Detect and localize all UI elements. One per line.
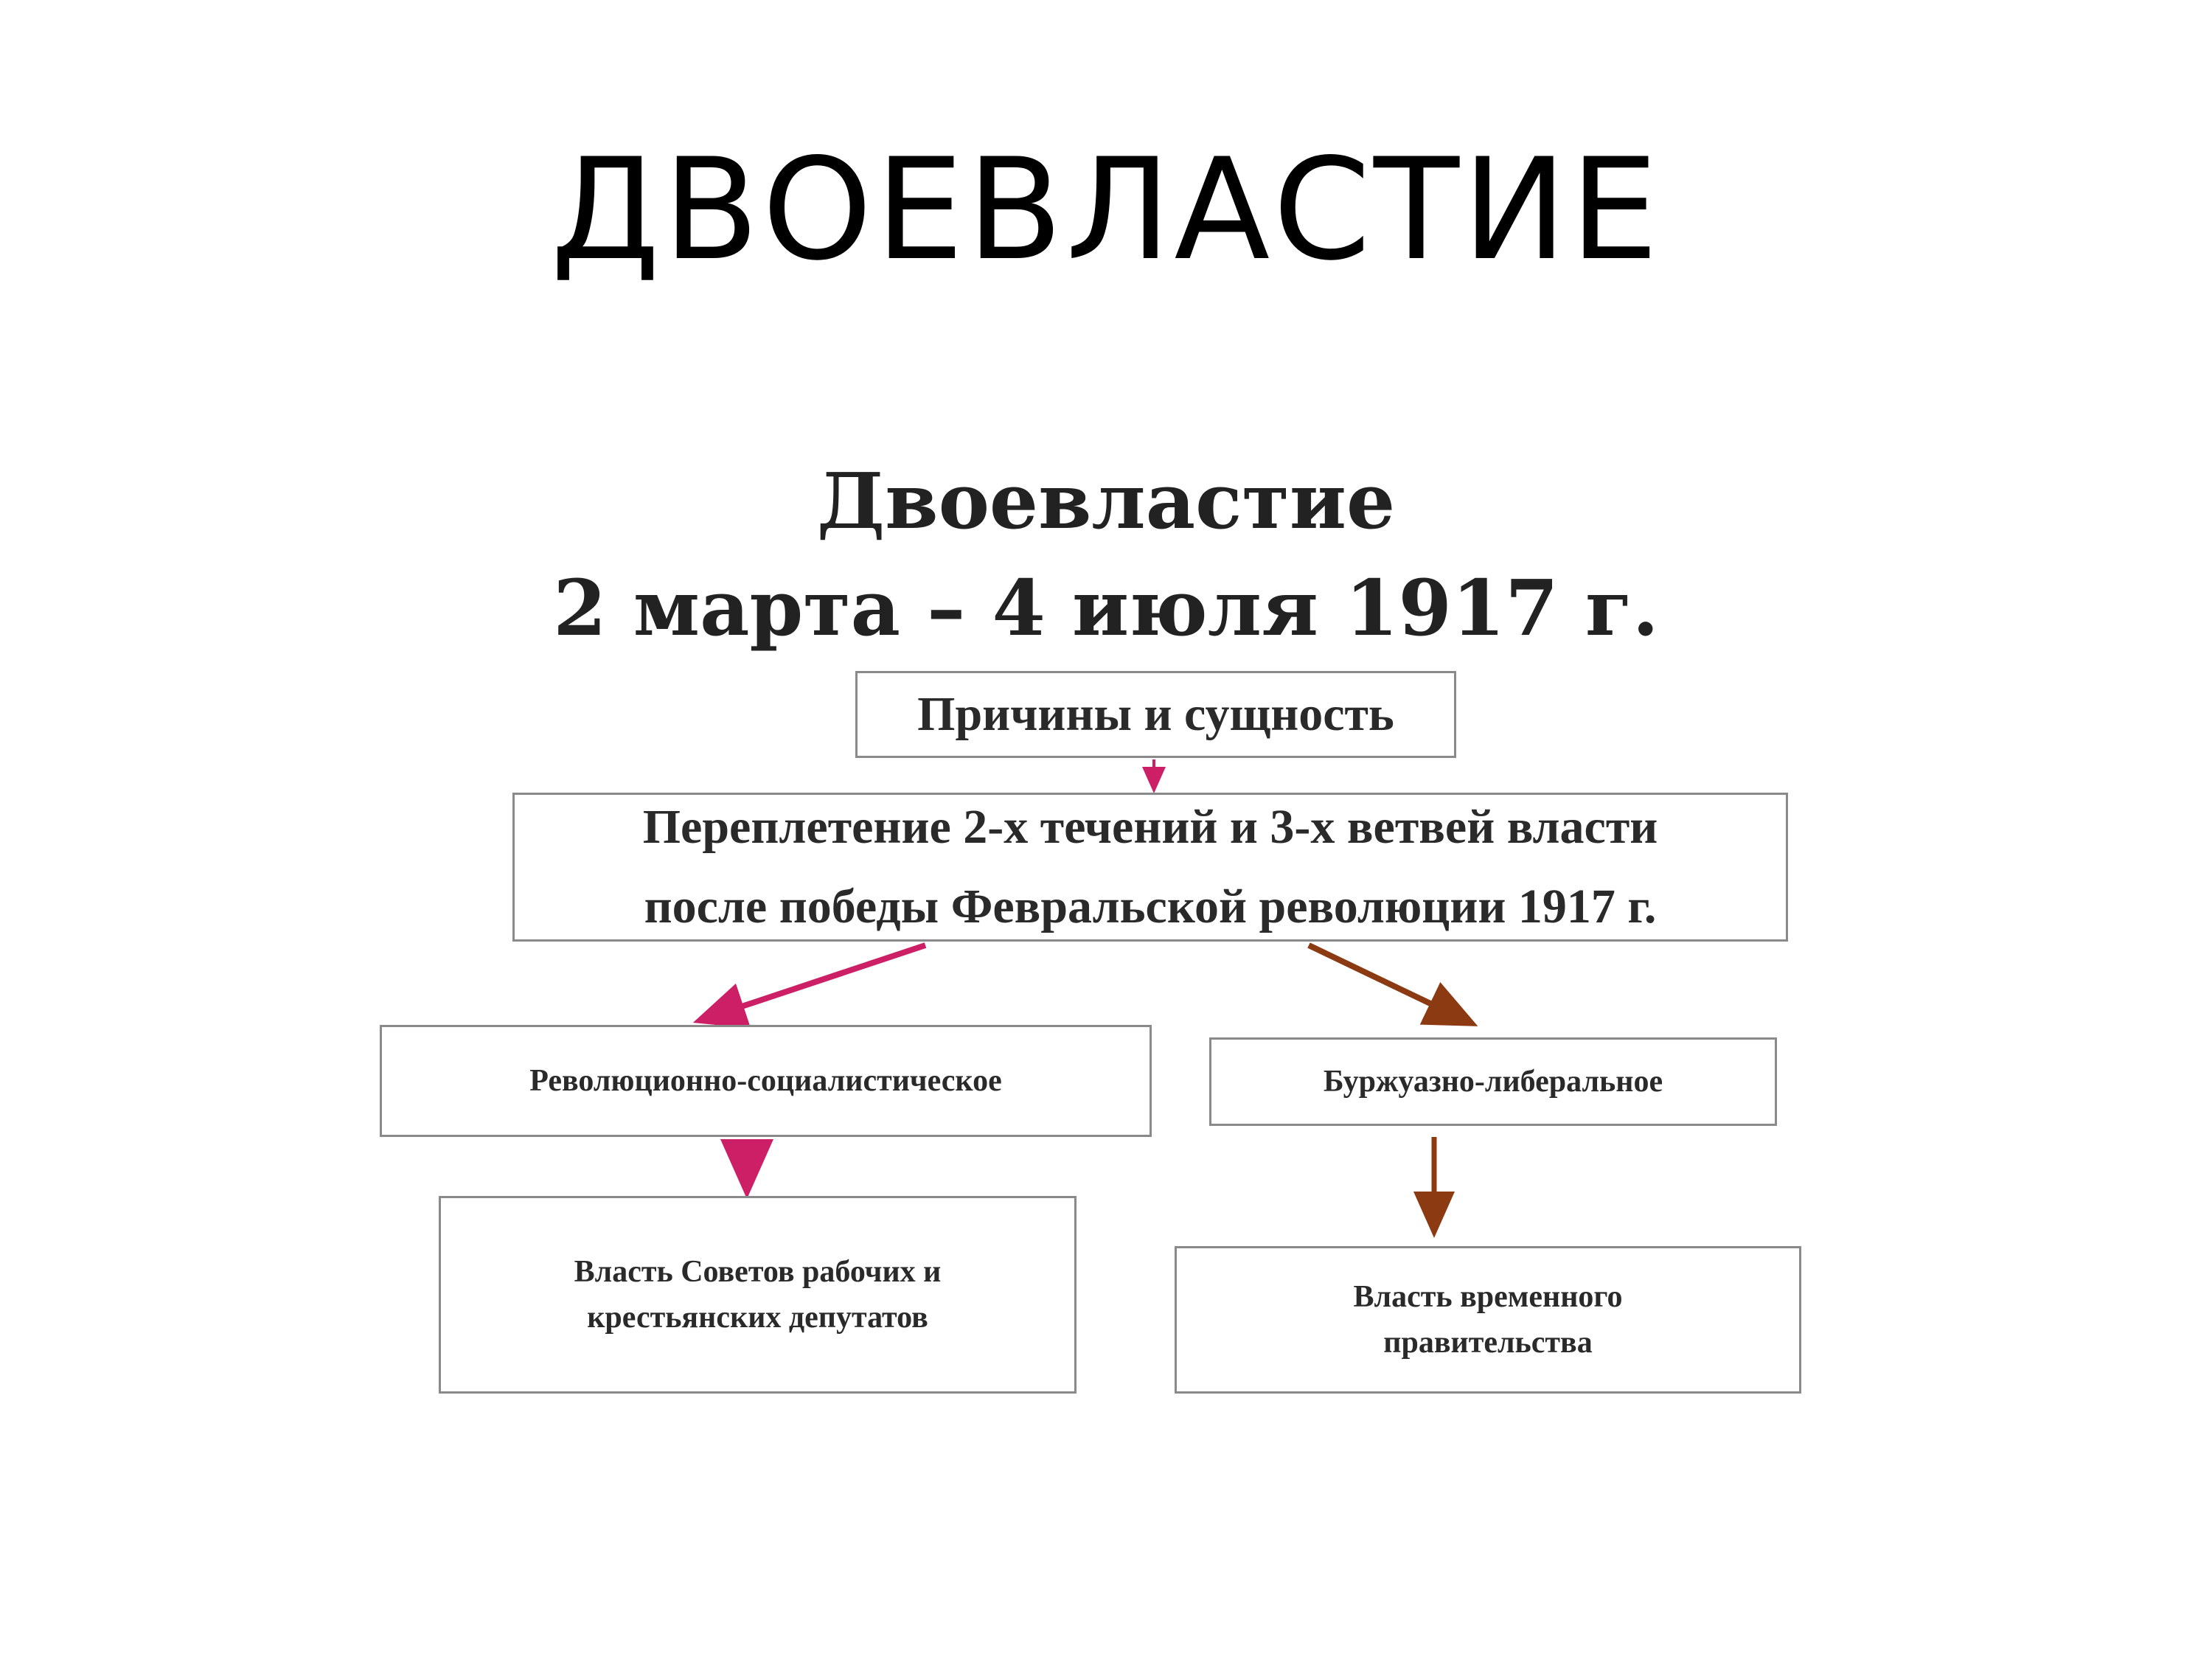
causes-label: Причины и сущность bbox=[917, 687, 1394, 741]
arrow-to-bourg bbox=[1309, 945, 1467, 1021]
diagram-heading: Двоевластие bbox=[816, 456, 1396, 546]
interweave-line-1: Переплетение 2-х течений и 3-х ветвей власти bbox=[642, 800, 1658, 854]
provisional-government-line-2: правительства bbox=[1383, 1326, 1593, 1360]
soviets-power-box bbox=[439, 1196, 1077, 1394]
bourgeois-liberal-box bbox=[1209, 1037, 1777, 1126]
slide-title: ДВОЕВЛАСТИЕ bbox=[550, 128, 1662, 291]
soviets-power-line-2: крестьянских депутатов bbox=[587, 1301, 928, 1335]
arrow-to-revsoc bbox=[704, 945, 925, 1019]
interweave-box bbox=[512, 793, 1788, 942]
provisional-government-line-1: Власть временного bbox=[1353, 1280, 1623, 1314]
diagram-date-range: 2 марта – 4 июля 1917 г. bbox=[553, 563, 1659, 653]
provisional-government-box bbox=[1175, 1246, 1801, 1394]
soviets-power-line-1: Власть Советов рабочих и bbox=[574, 1255, 942, 1289]
bourgeois-liberal-label: Буржуазно-либеральное bbox=[1323, 1065, 1663, 1099]
causes-box bbox=[855, 671, 1456, 758]
revolutionary-socialist-box bbox=[380, 1025, 1152, 1137]
interweave-line-2: после победы Февральской революции 1917 г. bbox=[644, 880, 1657, 933]
revolutionary-socialist-label: Революционно-социалистическое bbox=[529, 1064, 1002, 1098]
